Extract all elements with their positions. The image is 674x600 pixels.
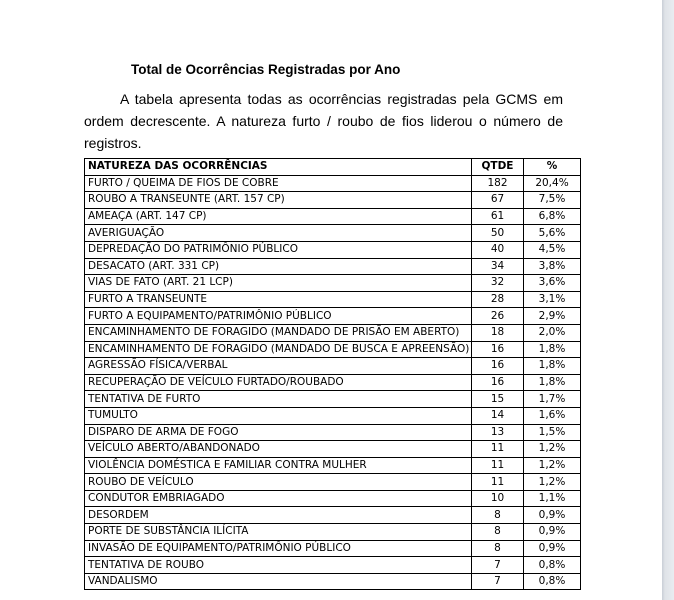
percent-cell: 1,6% xyxy=(524,407,581,424)
percent-cell: 0,9% xyxy=(524,540,581,557)
qtde-cell: 16 xyxy=(472,358,524,375)
table-row xyxy=(85,275,581,292)
qtde-cell: 28 xyxy=(472,291,524,308)
qtde-cell: 34 xyxy=(472,258,524,275)
qtde-cell: 8 xyxy=(472,524,524,541)
percent-cell: 1,2% xyxy=(524,457,581,474)
qtde-cell: 40 xyxy=(472,241,524,258)
table-row xyxy=(85,441,581,458)
qtde-cell: 11 xyxy=(472,441,524,458)
natureza-cell: ENCAMINHAMENTO DE FORAGIDO (MANDADO DE BUSCA E APREENSÃO) xyxy=(85,341,472,358)
column-header-qtde: QTDE xyxy=(472,159,524,176)
table-row xyxy=(85,258,581,275)
table-row xyxy=(85,358,581,375)
percent-cell: 0,8% xyxy=(524,557,581,574)
qtde-cell: 7 xyxy=(472,573,524,590)
table-row xyxy=(85,391,581,408)
natureza-cell: AVERIGUAÇÃO xyxy=(85,225,472,242)
qtde-cell: 7 xyxy=(472,557,524,574)
qtde-cell: 67 xyxy=(472,192,524,209)
percent-cell: 3,8% xyxy=(524,258,581,275)
qtde-cell: 16 xyxy=(472,374,524,391)
natureza-cell: DISPARO DE ARMA DE FOGO xyxy=(85,424,472,441)
qtde-cell: 11 xyxy=(472,474,524,491)
natureza-cell: ENCAMINHAMENTO DE FORAGIDO (MANDADO DE PRISÃO EM ABERTO) xyxy=(85,324,472,341)
percent-cell: 1,2% xyxy=(524,474,581,491)
percent-cell: 1,2% xyxy=(524,441,581,458)
percent-cell: 5,6% xyxy=(524,225,581,242)
table-row xyxy=(85,457,581,474)
natureza-cell: RECUPERAÇÃO DE VEÍCULO FURTADO/ROUBADO xyxy=(85,374,472,391)
document-title: Total de Ocorrências Registradas por Ano xyxy=(131,62,401,77)
table-row xyxy=(85,324,581,341)
occurrences-table xyxy=(84,158,581,590)
natureza-cell: FURTO / QUEIMA DE FIOS DE COBRE xyxy=(85,175,472,192)
column-header-percent: % xyxy=(524,159,581,176)
natureza-cell: FURTO A TRANSEUNTE xyxy=(85,291,472,308)
qtde-cell: 14 xyxy=(472,407,524,424)
natureza-cell: VIOLÊNCIA DOMÉSTICA E FAMILIAR CONTRA MULHER xyxy=(85,457,472,474)
column-header-natureza: NATUREZA DAS OCORRÊNCIAS xyxy=(85,159,472,176)
qtde-cell: 18 xyxy=(472,324,524,341)
percent-cell: 1,7% xyxy=(524,391,581,408)
percent-cell: 1,8% xyxy=(524,374,581,391)
table-row xyxy=(85,192,581,209)
table-row xyxy=(85,424,581,441)
percent-cell: 6,8% xyxy=(524,208,581,225)
percent-cell: 1,5% xyxy=(524,424,581,441)
table-row xyxy=(85,507,581,524)
table-row xyxy=(85,374,581,391)
qtde-cell: 15 xyxy=(472,391,524,408)
qtde-cell: 32 xyxy=(472,275,524,292)
table-row xyxy=(85,540,581,557)
qtde-cell: 61 xyxy=(472,208,524,225)
natureza-cell: AGRESSÃO FÍSICA/VERBAL xyxy=(85,358,472,375)
natureza-cell: INVASÃO DE EQUIPAMENTO/PATRIMÔNIO PÚBLICO xyxy=(85,540,472,557)
intro-paragraph: A tabela apresenta todas as ocorrências registradas pela GCMS em ordem decrescente. A natureza furto / roubo de fios liderou o número de registros. xyxy=(84,91,563,151)
natureza-cell: CONDUTOR EMBRIAGADO xyxy=(85,490,472,507)
table-row xyxy=(85,474,581,491)
percent-cell: 0,9% xyxy=(524,507,581,524)
natureza-cell: ROUBO A TRANSEUNTE (ART. 157 CP) xyxy=(85,192,472,209)
table-row xyxy=(85,175,581,192)
qtde-cell: 8 xyxy=(472,540,524,557)
qtde-cell: 11 xyxy=(472,457,524,474)
table-row xyxy=(85,557,581,574)
percent-cell: 1,8% xyxy=(524,358,581,375)
percent-cell: 2,0% xyxy=(524,324,581,341)
natureza-cell: TUMULTO xyxy=(85,407,472,424)
table-row xyxy=(85,308,581,325)
table-row xyxy=(85,291,581,308)
percent-cell: 0,9% xyxy=(524,524,581,541)
percent-cell: 4,5% xyxy=(524,241,581,258)
qtde-cell: 50 xyxy=(472,225,524,242)
qtde-cell: 182 xyxy=(472,175,524,192)
natureza-cell: DEPREDAÇÃO DO PATRIMÔNIO PÚBLICO xyxy=(85,241,472,258)
natureza-cell: DESORDEM xyxy=(85,507,472,524)
table-row xyxy=(85,573,581,590)
qtde-cell: 8 xyxy=(472,507,524,524)
table-row xyxy=(85,490,581,507)
percent-cell: 0,8% xyxy=(524,573,581,590)
percent-cell: 3,1% xyxy=(524,291,581,308)
natureza-cell: AMEAÇA (ART. 147 CP) xyxy=(85,208,472,225)
table-row xyxy=(85,407,581,424)
natureza-cell: VEÍCULO ABERTO/ABANDONADO xyxy=(85,441,472,458)
natureza-cell: TENTATIVA DE ROUBO xyxy=(85,557,472,574)
percent-cell: 1,1% xyxy=(524,490,581,507)
table-row xyxy=(85,241,581,258)
qtde-cell: 10 xyxy=(472,490,524,507)
table-body xyxy=(85,175,581,590)
table-row xyxy=(85,524,581,541)
natureza-cell: DESACATO (ART. 331 CP) xyxy=(85,258,472,275)
qtde-cell: 16 xyxy=(472,341,524,358)
page-gutter xyxy=(662,0,674,600)
percent-cell: 3,6% xyxy=(524,275,581,292)
table-row xyxy=(85,225,581,242)
percent-cell: 1,8% xyxy=(524,341,581,358)
table-header-row xyxy=(85,159,581,176)
qtde-cell: 13 xyxy=(472,424,524,441)
natureza-cell: FURTO A EQUIPAMENTO/PATRIMÔNIO PÚBLICO xyxy=(85,308,472,325)
percent-cell: 7,5% xyxy=(524,192,581,209)
table-row xyxy=(85,341,581,358)
qtde-cell: 26 xyxy=(472,308,524,325)
natureza-cell: PORTE DE SUBSTÂNCIA ILÍCITA xyxy=(85,524,472,541)
natureza-cell: VANDALISMO xyxy=(85,573,472,590)
natureza-cell: ROUBO DE VEÍCULO xyxy=(85,474,472,491)
natureza-cell: TENTATIVA DE FURTO xyxy=(85,391,472,408)
percent-cell: 2,9% xyxy=(524,308,581,325)
natureza-cell: VIAS DE FATO (ART. 21 LCP) xyxy=(85,275,472,292)
table-row xyxy=(85,208,581,225)
percent-cell: 20,4% xyxy=(524,175,581,192)
